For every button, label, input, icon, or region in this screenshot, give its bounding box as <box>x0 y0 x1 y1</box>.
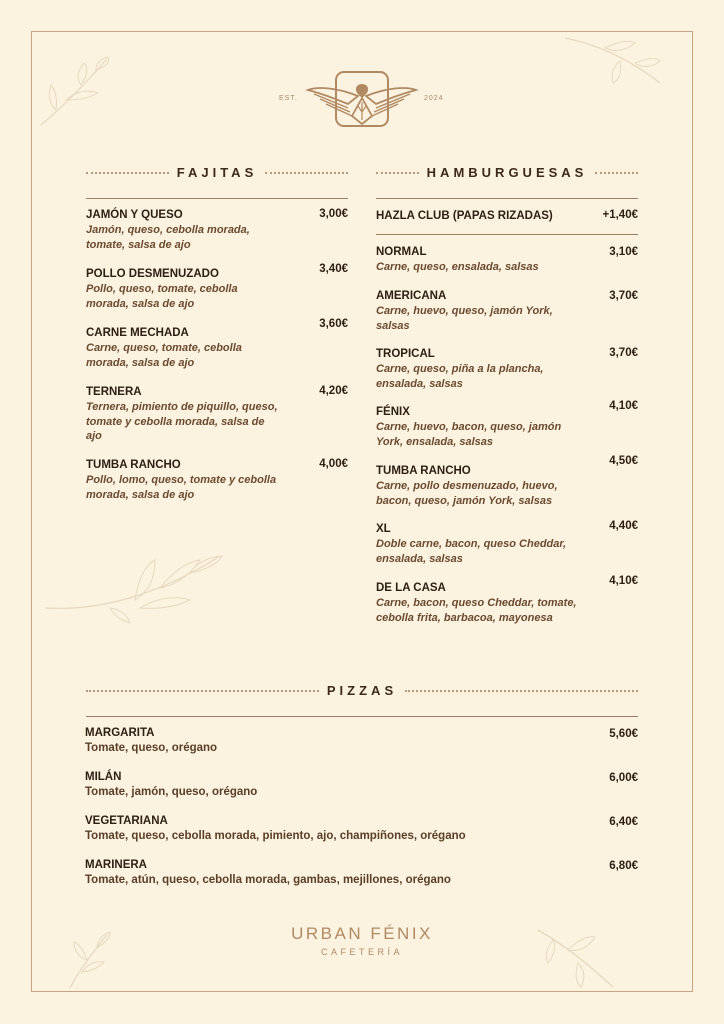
pizza-item-description: Tomate, queso, orégano <box>85 742 218 754</box>
pizza-item-price: 6,80€ <box>609 860 638 872</box>
fajita-item-price: 3,00€ <box>319 208 348 220</box>
fajita-item-price: 4,20€ <box>319 385 348 397</box>
pizza-item <box>85 814 585 844</box>
pizza-item-price: 6,00€ <box>609 772 638 784</box>
pizzas-title: PIZZAS <box>326 682 398 698</box>
burger-item-price: 3,70€ <box>609 290 638 302</box>
burger-item-description: Carne, pollo desmenuzado, huevo, bacon, queso, jamón York, salsas <box>376 480 558 507</box>
burger-item-price: 3,10€ <box>609 246 638 258</box>
hamburguesas-title: HAMBURGUESAS <box>426 164 588 180</box>
burger-item-name: NORMAL <box>376 246 427 258</box>
leaf-decoration-top-right <box>565 33 665 88</box>
burger-item-name: DE LA CASA <box>376 582 446 594</box>
pizza-item-name: MARINERA <box>85 859 147 871</box>
burger-item-price: 4,10€ <box>609 400 638 412</box>
extra-name: HAZLA CLUB (PAPAS RIZADAS) <box>376 210 553 222</box>
burger-item-name: TUMBA RANCHO <box>376 465 471 477</box>
hamburguesas-extra-rule <box>376 234 638 235</box>
pizza-item-name: VEGETARIANA <box>85 815 168 827</box>
fajitas-rule <box>86 198 348 199</box>
burger-item <box>376 522 586 566</box>
fajita-item-name: POLLO DESMENUZADO <box>86 268 219 280</box>
fajita-item-price: 3,60€ <box>319 318 348 330</box>
pizza-item-description: Tomate, jamón, queso, orégano <box>85 786 258 798</box>
pizza-item-price: 5,60€ <box>609 728 638 740</box>
fajita-item-description: Pollo, lomo, queso, tomate y cebolla morada, salsa de ajo <box>86 474 277 501</box>
pizza-item-name: MARGARITA <box>85 727 155 739</box>
fajita-item <box>86 208 281 252</box>
pizza-item <box>85 770 585 800</box>
leaf-decoration-middle-left <box>40 548 225 628</box>
heading-dots <box>376 172 419 174</box>
burger-item-price: 3,70€ <box>609 347 638 359</box>
burger-item <box>376 464 586 508</box>
est-year: 2024 <box>424 95 444 102</box>
hamburguesas-rule <box>376 198 638 199</box>
fajitas-heading <box>86 164 348 180</box>
fajita-item-name: TUMBA RANCHO <box>86 459 181 471</box>
fajita-item-price: 4,00€ <box>319 458 348 470</box>
burger-item <box>376 581 586 625</box>
pizza-item-name: MILÁN <box>85 771 122 783</box>
fajita-item-description: Ternera, pimiento de piquillo, queso, tomate y cebolla morada, salsa de ajo <box>86 401 278 443</box>
burger-item <box>376 289 586 333</box>
heading-dots <box>405 690 638 692</box>
hamburguesas-heading <box>376 164 638 180</box>
fajita-item <box>86 267 281 311</box>
fajita-item <box>86 326 281 370</box>
burger-item-description: Carne, huevo, bacon, queso, jamón York, ensalada, salsas <box>376 421 562 448</box>
est-label: EST. <box>279 95 298 102</box>
burger-item <box>376 405 586 449</box>
leaf-decoration-top-left <box>36 55 116 130</box>
burger-item-description: Carne, bacon, queso Cheddar, tomate, cebolla frita, barbacoa, mayonesa <box>376 597 577 624</box>
pizzas-rule <box>86 716 638 717</box>
heading-dots <box>86 690 319 692</box>
heading-dots <box>595 172 638 174</box>
fajita-item <box>86 385 281 444</box>
burger-item-description: Carne, queso, ensalada, salsas <box>376 261 539 273</box>
fajita-item-description: Jamón, queso, cebolla morada, tomate, salsa de ajo <box>86 224 250 251</box>
burger-item-name: XL <box>376 523 391 535</box>
fajitas-title: FAJITAS <box>176 164 258 180</box>
fajita-item-description: Pollo, queso, tomate, cebolla morada, salsa de ajo <box>86 283 238 310</box>
burger-item-name: AMERICANA <box>376 290 447 302</box>
fajita-item-description: Carne, queso, tomate, cebolla morada, salsa de ajo <box>86 342 242 369</box>
burger-item-description: Carne, queso, piña a la plancha, ensalada, salsas <box>376 363 544 390</box>
pizza-item <box>85 858 585 888</box>
burger-item <box>376 347 586 391</box>
burger-item-price: 4,40€ <box>609 520 638 532</box>
burger-item <box>376 245 586 275</box>
fajita-item-name: JAMÓN Y QUESO <box>86 209 183 221</box>
pizzas-heading <box>86 682 638 698</box>
burger-item-description: Carne, huevo, queso, jamón York, salsas <box>376 305 553 332</box>
extra-price: +1,40€ <box>602 209 638 221</box>
heading-dots <box>265 172 348 174</box>
fajita-item-name: CARNE MECHADA <box>86 327 189 339</box>
burger-item-price: 4,10€ <box>609 575 638 587</box>
fajita-item-price: 3,40€ <box>319 263 348 275</box>
heading-dots <box>86 172 169 174</box>
pizza-item-description: Tomate, queso, cebolla morada, pimiento, ajo, champiñones, orégano <box>85 830 466 842</box>
brand-name: URBAN FÉNIX <box>291 924 433 943</box>
pizza-item-price: 6,40€ <box>609 816 638 828</box>
hazla-club-extra <box>376 209 586 224</box>
phoenix-logo-icon <box>278 68 446 130</box>
burger-item-description: Doble carne, bacon, queso Cheddar, ensalada, salsas <box>376 538 567 565</box>
burger-item-name: TROPICAL <box>376 348 435 360</box>
fajita-item <box>86 458 281 502</box>
burger-item-price: 4,50€ <box>609 455 638 467</box>
burger-item-name: FÉNIX <box>376 406 410 418</box>
brand-subtitle: CAFETERÍA <box>320 947 403 957</box>
fajita-item-name: TERNERA <box>86 386 142 398</box>
pizza-item <box>85 726 585 756</box>
pizza-item-description: Tomate, atún, queso, cebolla morada, gambas, mejillones, orégano <box>85 874 451 886</box>
